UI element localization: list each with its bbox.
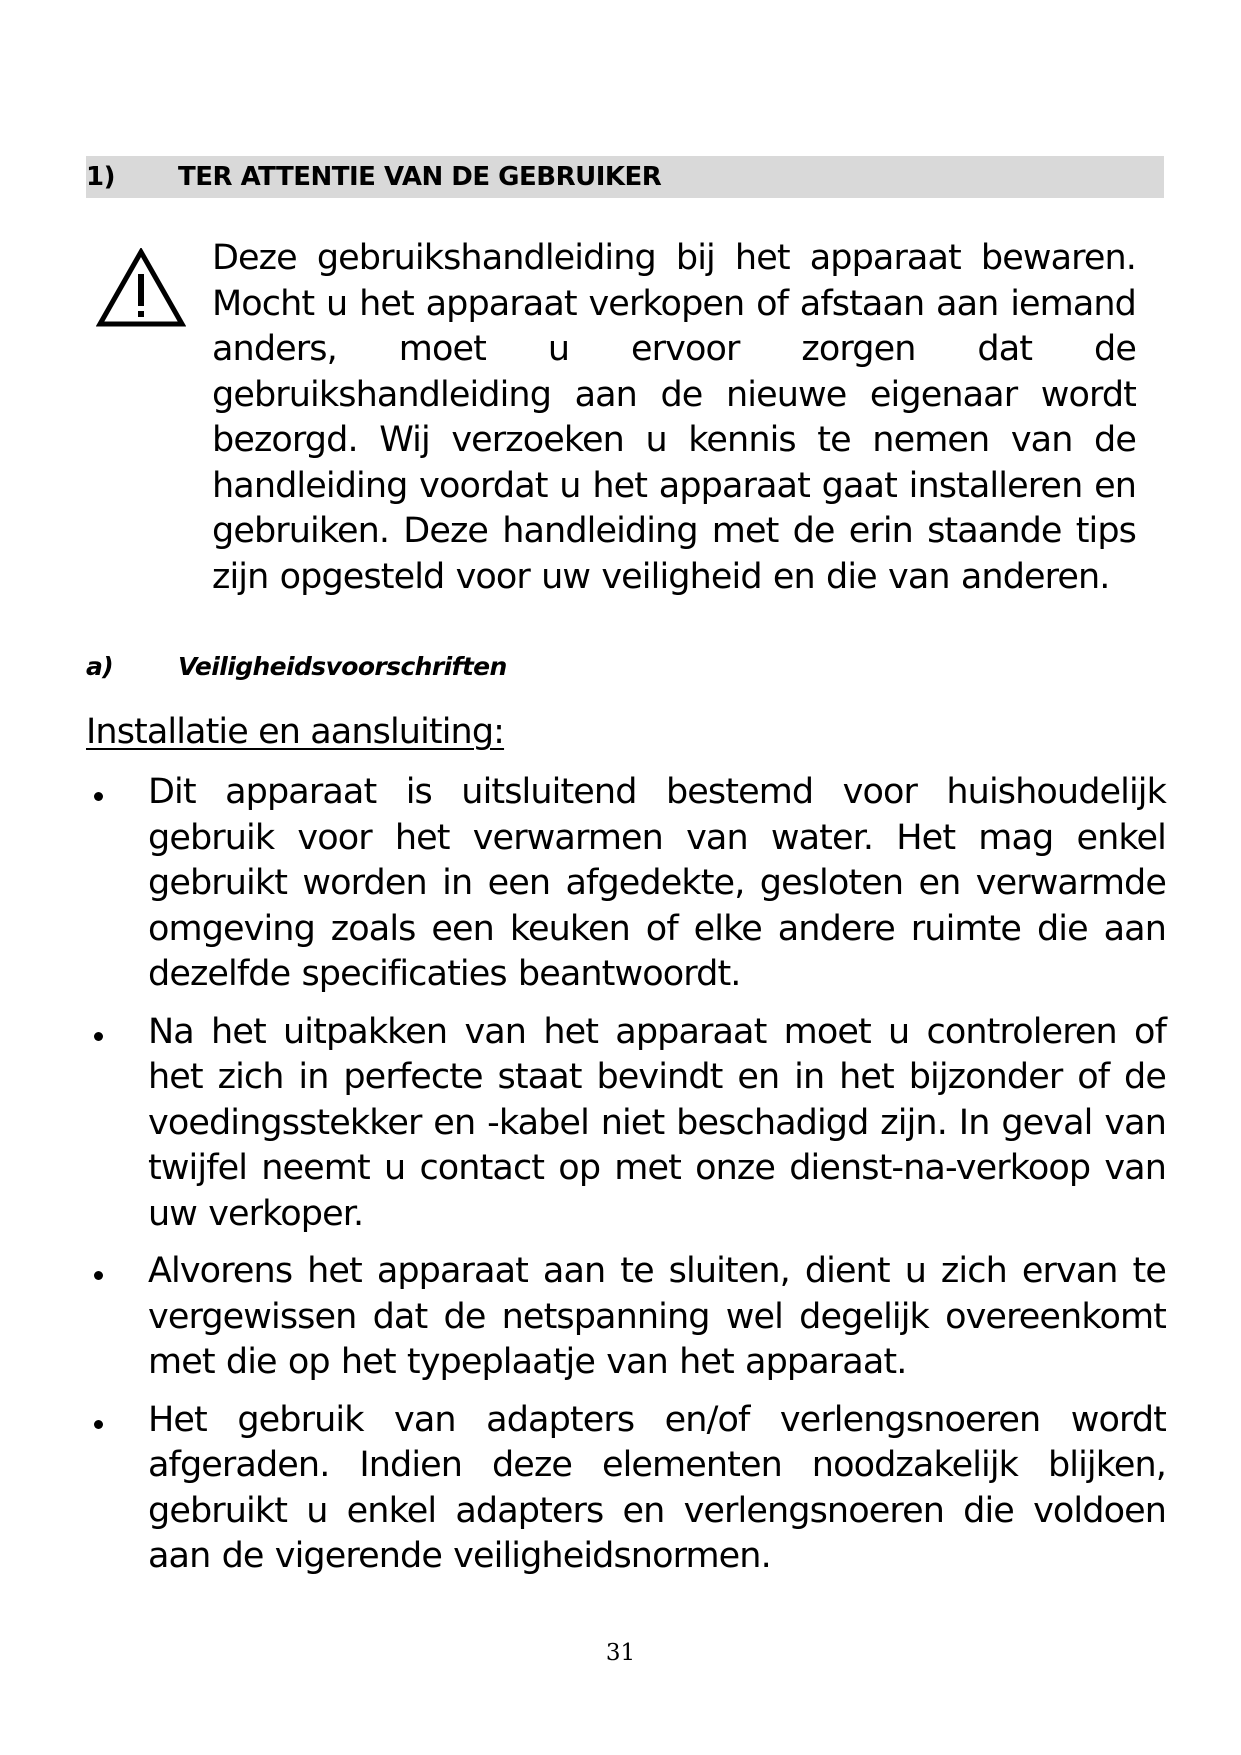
bullet-text: Dit apparaat is uitsluitend bestemd voor huishoudelijk gebruik voor het verwarmen van water. Het mag enkel gebruikt worden in een afgedekte, gesloten en verwarmde omgeving zoals een keuken of elke andere ruimte die aan dezelfde specificaties beantwoordt. xyxy=(148,772,1166,994)
installation-bullet-list xyxy=(86,770,1166,1580)
bullet-icon xyxy=(94,792,103,801)
subsection-letter: a) xyxy=(86,652,114,681)
warning-paragraph: Deze gebruikshandleiding bij het apparaat bewaren. Mocht u het apparaat verkopen of afstaan aan iemand anders, moet u ervoor zorgen dat de gebruikshandleiding aan de nieuwe eigenaar wordt bezorgd. Wij verzoeken u kennis te nemen van de handleiding voordat u het apparaat gaat installeren en gebruiken. Deze handleiding met de erin staande tips zijn opgesteld voor uw veiligheid en die van anderen. xyxy=(212,238,1136,597)
list-item xyxy=(86,1010,1166,1238)
bullet-text: Alvorens het apparaat aan te sluiten, dient u zich ervan te vergewissen dat de netspanning wel degelijk overeenkomt met die op het typeplaatje van het apparaat. xyxy=(148,1251,1166,1382)
bullet-icon xyxy=(94,1271,103,1280)
bullet-text: Het gebruik van adapters en/of verlengsnoeren wordt afgeraden. Indien deze elementen noodzakelijk blijken, gebruikt u enkel adapters en verlengsnoeren die voldoen aan de vigerende veiligheidsnormen. xyxy=(148,1399,1166,1576)
installation-title: Installatie en aansluiting: xyxy=(86,712,505,752)
page-number: 31 xyxy=(605,1640,636,1666)
section-title: TER ATTENTIE VAN DE GEBRUIKER xyxy=(178,162,662,192)
section-header xyxy=(86,156,1164,198)
list-item xyxy=(86,1249,1166,1386)
list-item xyxy=(86,1398,1166,1580)
section-number: 1) xyxy=(86,162,115,192)
list-item xyxy=(86,770,1166,998)
subsection-title: Veiligheidsvoorschriften xyxy=(178,652,507,681)
bullet-icon xyxy=(94,1420,103,1429)
subsection-header xyxy=(86,652,507,681)
bullet-icon xyxy=(94,1032,103,1041)
bullet-text: Na het uitpakken van het apparaat moet u controleren of het zich in perfecte staat bevindt en in het bijzonder of de voedingsstekker en -kabel niet beschadigd zijn. In geval van twijfel neemt u contact op met onze dienst-na-verkoop van uw verkoper. xyxy=(148,1011,1166,1234)
warning-triangle-icon xyxy=(96,248,186,328)
